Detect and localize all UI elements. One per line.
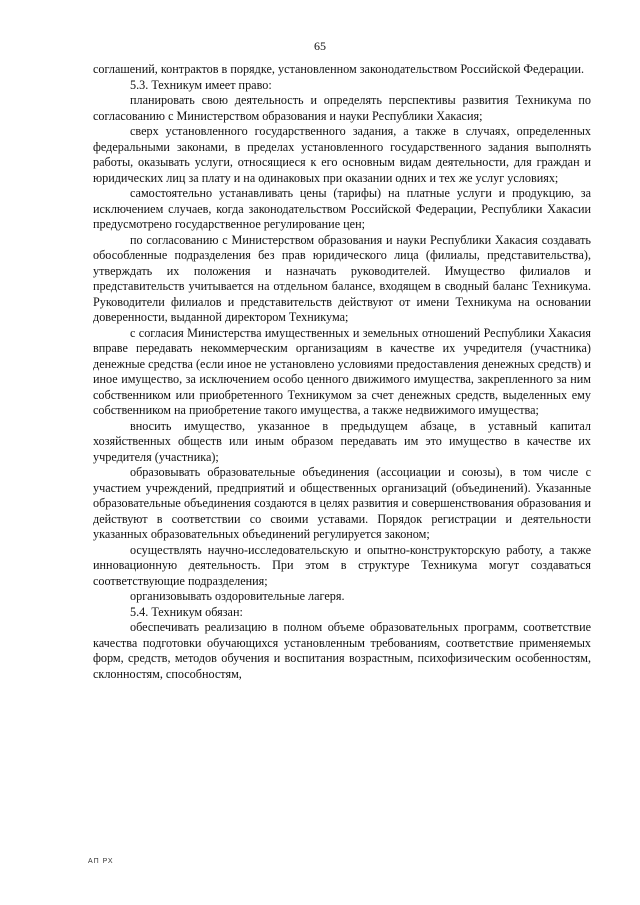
paragraph: сверх установленного государственного задания, а также в случаях, определенных федеральными законами, в пределах установленного государственного задания выполнять работы, оказывать услуги, относящиеся к его основным видам деятельности, для граждан и юридических лиц за плату и на одинаковых при оказании одних и тех же услуг условиях; <box>93 124 591 185</box>
document-body <box>93 62 591 682</box>
page-number: 65 <box>314 39 326 53</box>
paragraph: осуществлять научно-исследовательскую и опытно-конструкторскую работу, а также инновационную деятельность. При этом в структуре Техникума могут создаваться соответствующие подразделения; <box>93 542 591 588</box>
paragraph: соглашений, контрактов в порядке, установленном законодательством Российской Федерации. <box>93 62 585 76</box>
paragraph: вносить имущество, указанное в предыдущем абзаце, в уставный капитал хозяйственных обществ или иным образом передавать им это имущество в качестве их учредителя (участника); <box>93 418 591 464</box>
paragraph: 5.3. Техникум имеет право: <box>130 77 272 92</box>
paragraph: с согласия Министерства имущественных и земельных отношений Республики Хакасия вправе передавать некоммерческим организациям в качестве их учредителя (участника) денежные средства (если иное не установлено условиями предоставления денежных средств) и иное имущество, за исключением особо ценного движимого имущества, закрепленного за ним собственником или приобретенного Техникумом за счет денежных средств, выделенных ему собственником на приобретение такого имущества, а также недвижимого имущества; <box>93 325 591 417</box>
paragraph: 5.4. Техникум обязан: <box>130 604 243 619</box>
paragraph: самостоятельно устанавливать цены (тарифы) на платные услуги и продукцию, за исключением случаев, когда законодательством Российской Федерации, Республики Хакасии предусмотрено государственное регулирование цен; <box>93 186 591 231</box>
paragraph: организовывать оздоровительные лагеря. <box>130 589 345 603</box>
footer-mark: АП РХ <box>88 858 114 865</box>
paragraph: планировать свою деятельность и определять перспективы развития Техникума по согласованию с Министерством образования и науки Республики Хакасия; <box>93 93 591 123</box>
paragraph: по согласованию с Министерством образования и науки Республики Хакасия создавать обособленные подразделения без прав юридического лица (филиалы, представительства), утверждать их положения и назначать руководителей. Имущество филиалов и представительств учитывается на отдельном балансе, входящем в сводный баланс Техникума. Руководители филиалов и представительств действуют от имени Техникума на основании доверенности, выданной директором Техникума; <box>93 232 591 324</box>
paragraph: образовывать образовательные объединения (ассоциации и союзы), в том числе с участием учреждений, предприятий и общественных организаций (объединений). Указанные образовательные объединения создаются в целях развития и совершенствования образования и действуют в соответствии со своими уставами. Порядок регистрации и деятельности указанных образовательных объединений регулируется законом; <box>93 465 591 541</box>
paragraph: обеспечивать реализацию в полном объеме образовательных программ, соответствие качества подготовки обучающихся установленным требованиям, соответствие применяемых форм, средств, методов обучения и воспитания возрастным, психофизическим особенностям, склонностям, способностям, <box>93 620 591 681</box>
